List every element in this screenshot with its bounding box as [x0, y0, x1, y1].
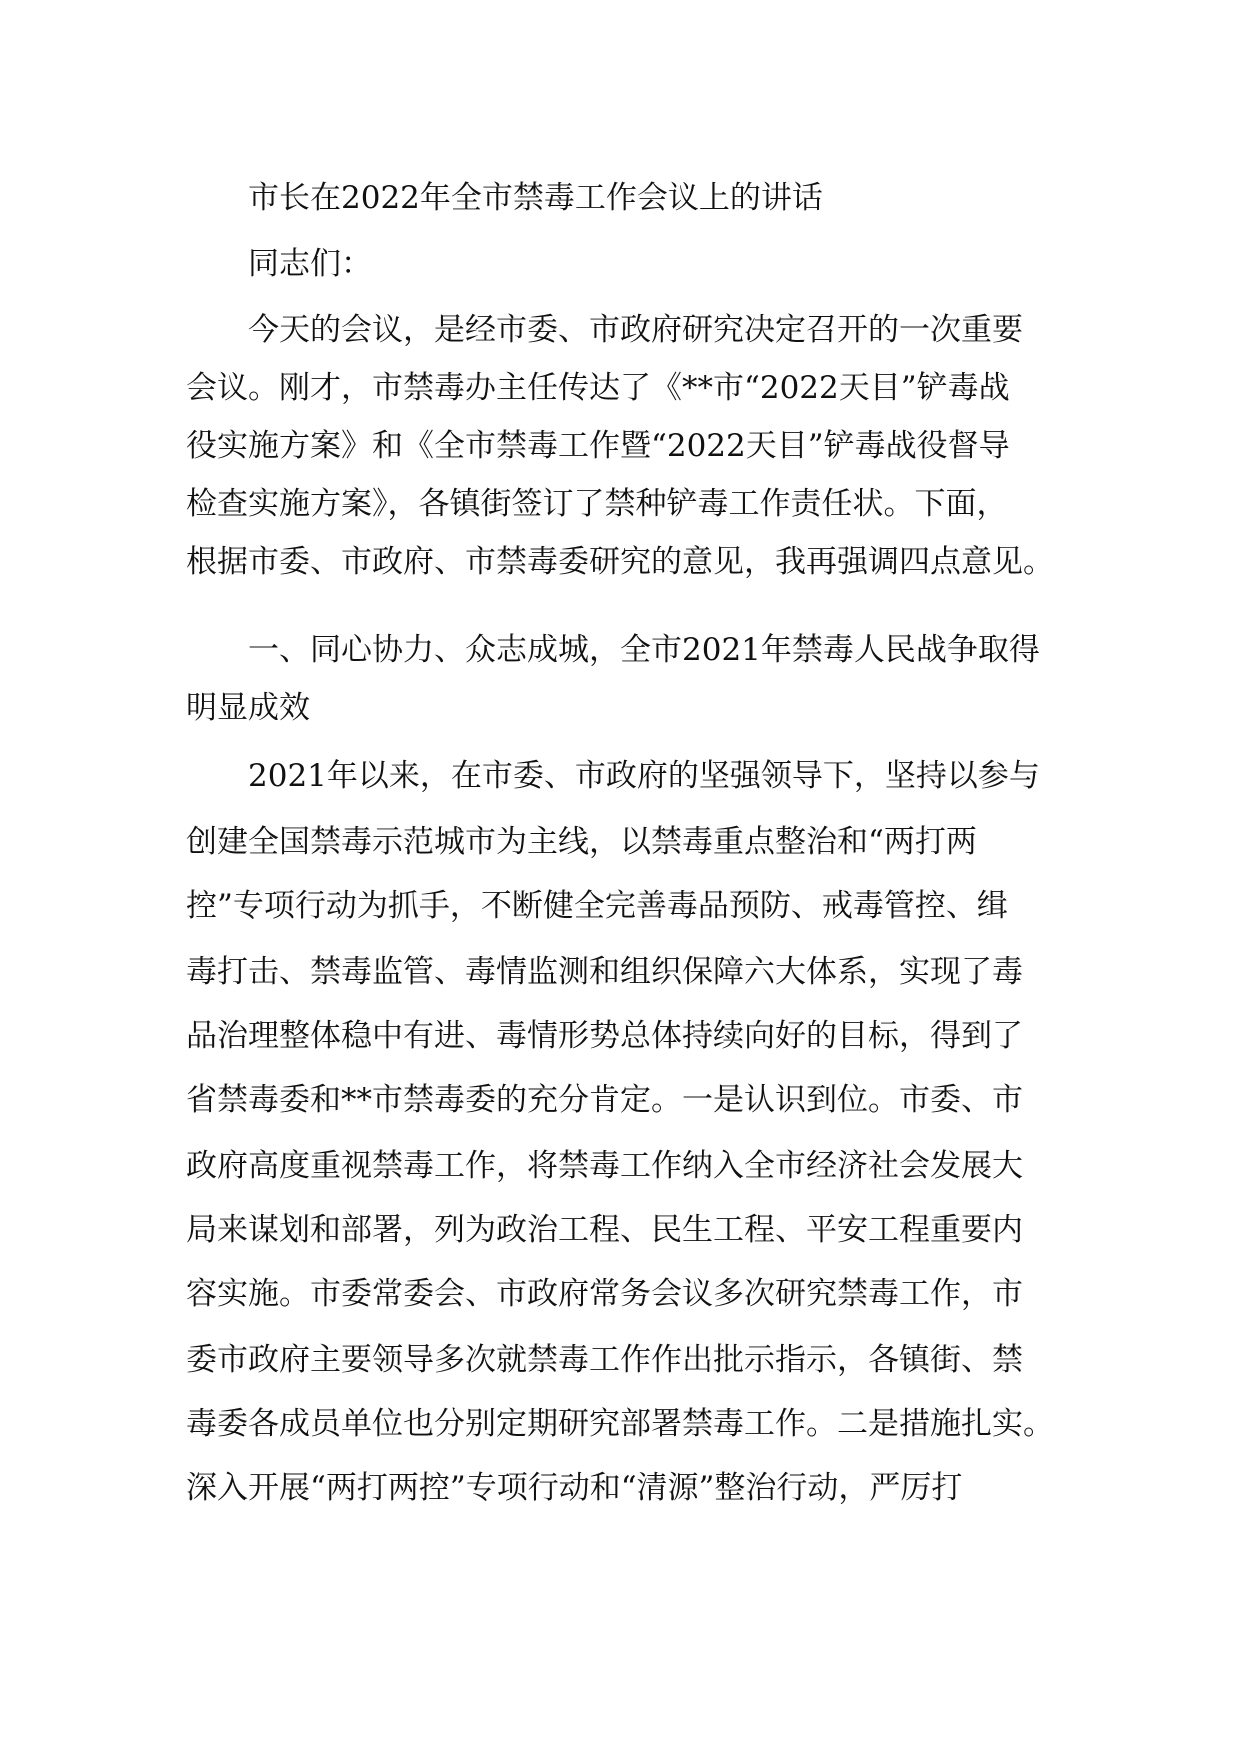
paragraph-line: 检查实施方案》，各镇街签订了禁种铲毒工作责任状。下面，	[186, 486, 1008, 522]
paragraph-line: 今天的会议，是经市委、市政府研究决定召开的一次重要	[248, 312, 1023, 348]
body-line: 深入开展“两打两控”专项行动和“清源”整治行动，严厉打	[186, 1470, 963, 1506]
document-title: 市长在2022年全市禁毒工作会议上的讲话	[248, 180, 823, 216]
paragraph-line: 根据市委、市政府、市禁毒委研究的意见，我再强调四点意见。	[186, 544, 1054, 580]
body-line: 品治理整体稳中有进、毒情形势总体持续向好的目标，得到了	[186, 1018, 1023, 1054]
body-line: 毒打击、禁毒监管、毒情监测和组织保障六大体系，实现了毒	[186, 954, 1023, 990]
body-line: 2021年以来，在市委、市政府的坚强领导下，坚持以参与	[248, 758, 1040, 794]
body-line: 毒委各成员单位也分别定期研究部署禁毒工作。二是措施扎实。	[186, 1406, 1054, 1442]
paragraph-line: 役实施方案》和《全市禁毒工作暨“2022天目”铲毒战役督导	[186, 428, 1010, 464]
section-heading-line: 一、同心协力、众志成城，全市2021年禁毒人民战争取得	[248, 632, 1040, 668]
section-heading-line: 明显成效	[186, 690, 310, 726]
body-line: 创建全国禁毒示范城市为主线，以禁毒重点整治和“两打两	[186, 824, 977, 860]
body-line: 委市政府主要领导多次就禁毒工作作出批示指示，各镇街、禁	[186, 1342, 1023, 1378]
body-line: 省禁毒委和**市禁毒委的充分肯定。一是认识到位。市委、市	[186, 1082, 1023, 1118]
body-line: 局来谋划和部署，列为政治工程、民生工程、平安工程重要内	[186, 1212, 1023, 1248]
salutation: 同志们：	[248, 246, 372, 282]
body-line: 政府高度重视禁毒工作，将禁毒工作纳入全市经济社会发展大	[186, 1148, 1023, 1184]
body-line: 容实施。市委常委会、市政府常务会议多次研究禁毒工作，市	[186, 1276, 1023, 1312]
body-line: 控”专项行动为抓手，不断健全完善毒品预防、戒毒管控、缉	[186, 888, 1008, 924]
paragraph-line: 会议。刚才，市禁毒办主任传达了《**市“2022天目”铲毒战	[186, 370, 1010, 406]
